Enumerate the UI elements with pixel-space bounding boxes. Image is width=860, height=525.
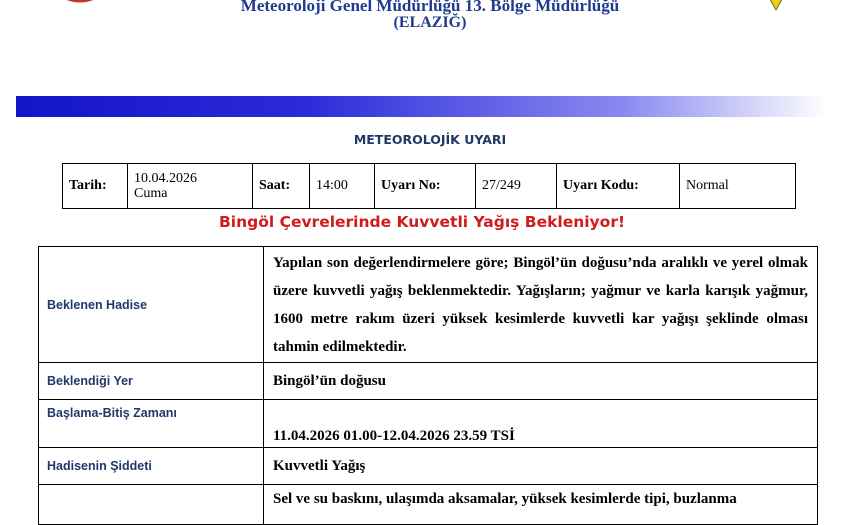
table-row — [39, 247, 818, 363]
table-row — [39, 363, 818, 400]
warning-details-table — [38, 246, 818, 525]
row-label: Beklenen Hadise — [39, 247, 264, 363]
row-value: 11.04.2026 01.00-12.04.2026 23.59 TSİ — [273, 428, 515, 444]
date-label: Tarih: — [63, 164, 128, 209]
row-value: Kuvvetli Yağış — [264, 448, 818, 485]
row-label: Hadisenin Şiddeti — [39, 448, 264, 485]
table-row — [39, 485, 818, 525]
warning-code-value: Normal — [680, 164, 796, 209]
time-label: Saat: — [253, 164, 310, 209]
time-value: 14:00 — [310, 164, 375, 209]
header-banner — [16, 96, 828, 117]
row-label: Beklendiği Yer — [39, 363, 264, 400]
row-value: Bingöl’ün doğusu — [264, 363, 818, 400]
date-value: 10.04.2026 — [134, 171, 197, 186]
document-title: METEOROLOJİK UYARI — [353, 132, 507, 147]
warning-info-table — [62, 163, 796, 209]
warning-code-label: Uyarı Kodu: — [557, 164, 680, 209]
warning-no-label: Uyarı No: — [375, 164, 476, 209]
row-label — [39, 485, 264, 525]
row-label: Başlama-Bitiş Zamanı — [39, 400, 264, 448]
table-row — [39, 400, 818, 448]
warning-headline: Bingöl Çevrelerinde Kuvvetli Yağış Bekleniyor! — [218, 213, 626, 231]
organization-city: (ELAZIĞ) — [393, 14, 467, 31]
table-row — [39, 448, 818, 485]
day-value: Cuma — [134, 186, 168, 201]
warning-no-value: 27/249 — [476, 164, 557, 209]
organization-name: Meteoroloji Genel Müdürlüğü 13. Bölge Müdürlüğü — [240, 0, 620, 15]
row-value: Yapılan son değerlendirmelere göre; Bingöl’ün doğusu’nda aralıklı ve yerel olmak üzere kuvvetli yağış beklenmektedir. Yağışların; yağmur ve karla karışık yağmur, 1600 metre rakım üzeri yüksek kesimlerde kuvvetli kar yağışı şeklinde olması tahmin edilmektedir. — [264, 247, 818, 363]
row-value-cell — [264, 400, 818, 448]
date-cell — [128, 164, 253, 209]
row-value: Sel ve su baskını, ulaşımda aksamalar, yüksek kesimlerde tipi, buzlanma — [264, 485, 818, 525]
